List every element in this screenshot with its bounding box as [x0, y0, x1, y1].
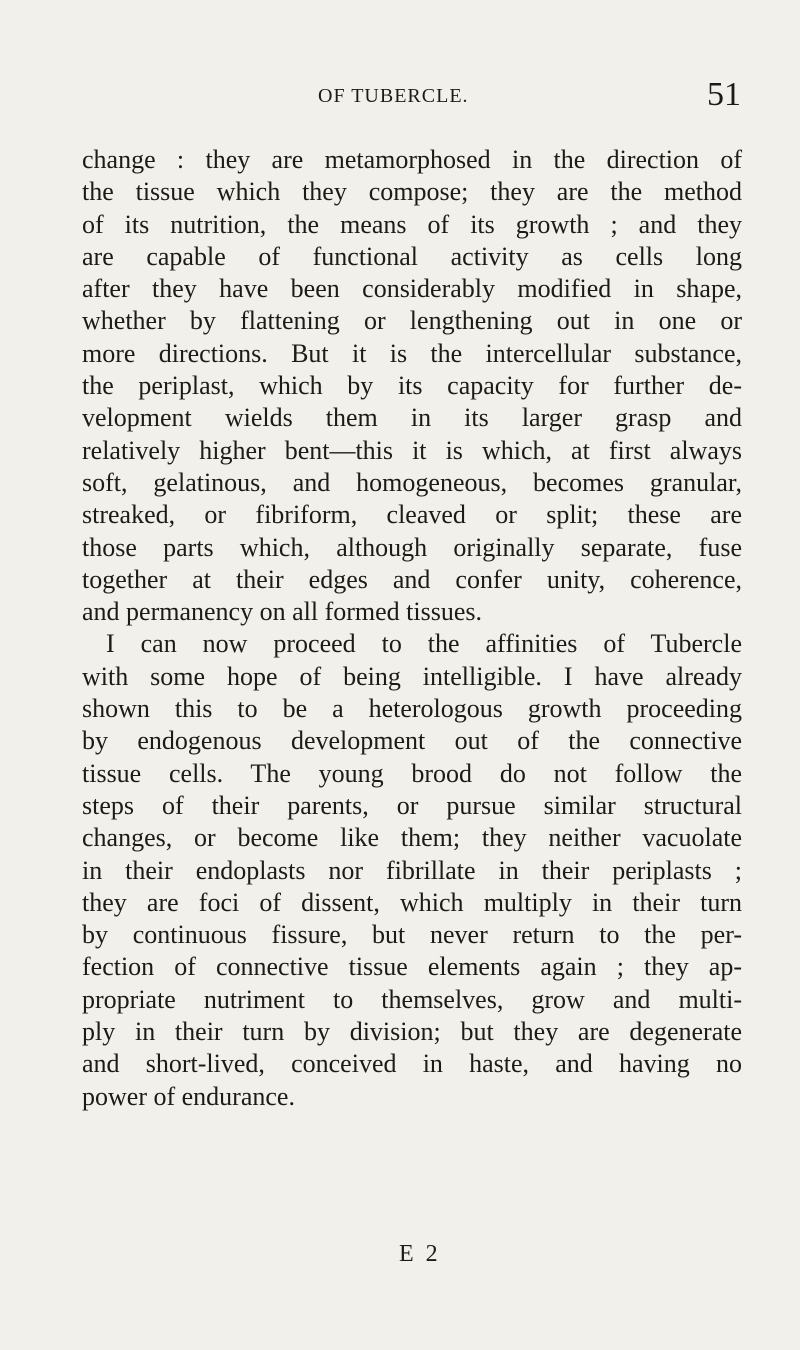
text-line: those parts which, although originally separate, fuse — [82, 532, 742, 562]
text-line: they are foci of dissent, which multiply in their turn — [82, 887, 742, 917]
text-line: relatively higher bent—this it is which, at first always — [82, 435, 742, 465]
signature-mark: E 2 — [399, 1241, 441, 1267]
text-line: by continuous fissure, but never return to the per- — [82, 920, 742, 950]
text-line: propriate nutriment to themselves, grow and multi- — [82, 984, 742, 1014]
text-line: soft, gelatinous, and homogeneous, becomes granular, — [82, 467, 742, 497]
text-line: the tissue which they compose; they are the method — [82, 177, 742, 207]
text-line: shown this to be a heterologous growth proceeding — [82, 694, 742, 724]
text-line: I can now proceed to the affinities of Tubercle — [106, 629, 742, 659]
text-line: more directions. But it is the intercellular substance, — [82, 338, 742, 368]
text-line: change : they are metamorphosed in the direction of — [82, 145, 742, 174]
text-line: and short-lived, conceived in haste, and having no — [82, 1049, 742, 1079]
text-line: power of endurance. — [82, 1081, 295, 1111]
text-line: are capable of functional activity as cells long — [82, 241, 742, 271]
text-line: in their endoplasts nor fibrillate in their periplasts ; — [82, 855, 742, 885]
body-text — [82, 144, 742, 1113]
text-line: and permanency on all formed tissues. — [82, 597, 482, 627]
text-line: by endogenous development out of the connective — [82, 726, 742, 756]
text-line: velopment wields them in its larger grasp and — [82, 403, 742, 433]
page-number: 51 — [707, 76, 741, 113]
text-line: of its nutrition, the means of its growth ; and they — [82, 209, 742, 239]
text-line: after they have been considerably modified in shape, — [82, 274, 742, 304]
text-line: streaked, or fibriform, cleaved or split; these are — [82, 500, 742, 530]
text-line: whether by flattening or lengthening out in one or — [82, 306, 742, 336]
text-line: fection of connective tissue elements again ; they ap- — [82, 952, 742, 982]
text-line: steps of their parents, or pursue similar structural — [82, 790, 742, 820]
text-line: changes, or become like them; they neither vacuolate — [82, 823, 742, 853]
text-line: tissue cells. The young brood do not follow the — [82, 758, 742, 788]
text-line: with some hope of being intelligible. I have already — [82, 661, 742, 691]
text-line: together at their edges and confer unity, coherence, — [82, 564, 742, 594]
text-line: the periplast, which by its capacity for further de- — [82, 371, 742, 401]
text-line: ply in their turn by division; but they are degenerate — [82, 1017, 742, 1047]
running-head: OF TUBERCLE. — [318, 85, 469, 107]
